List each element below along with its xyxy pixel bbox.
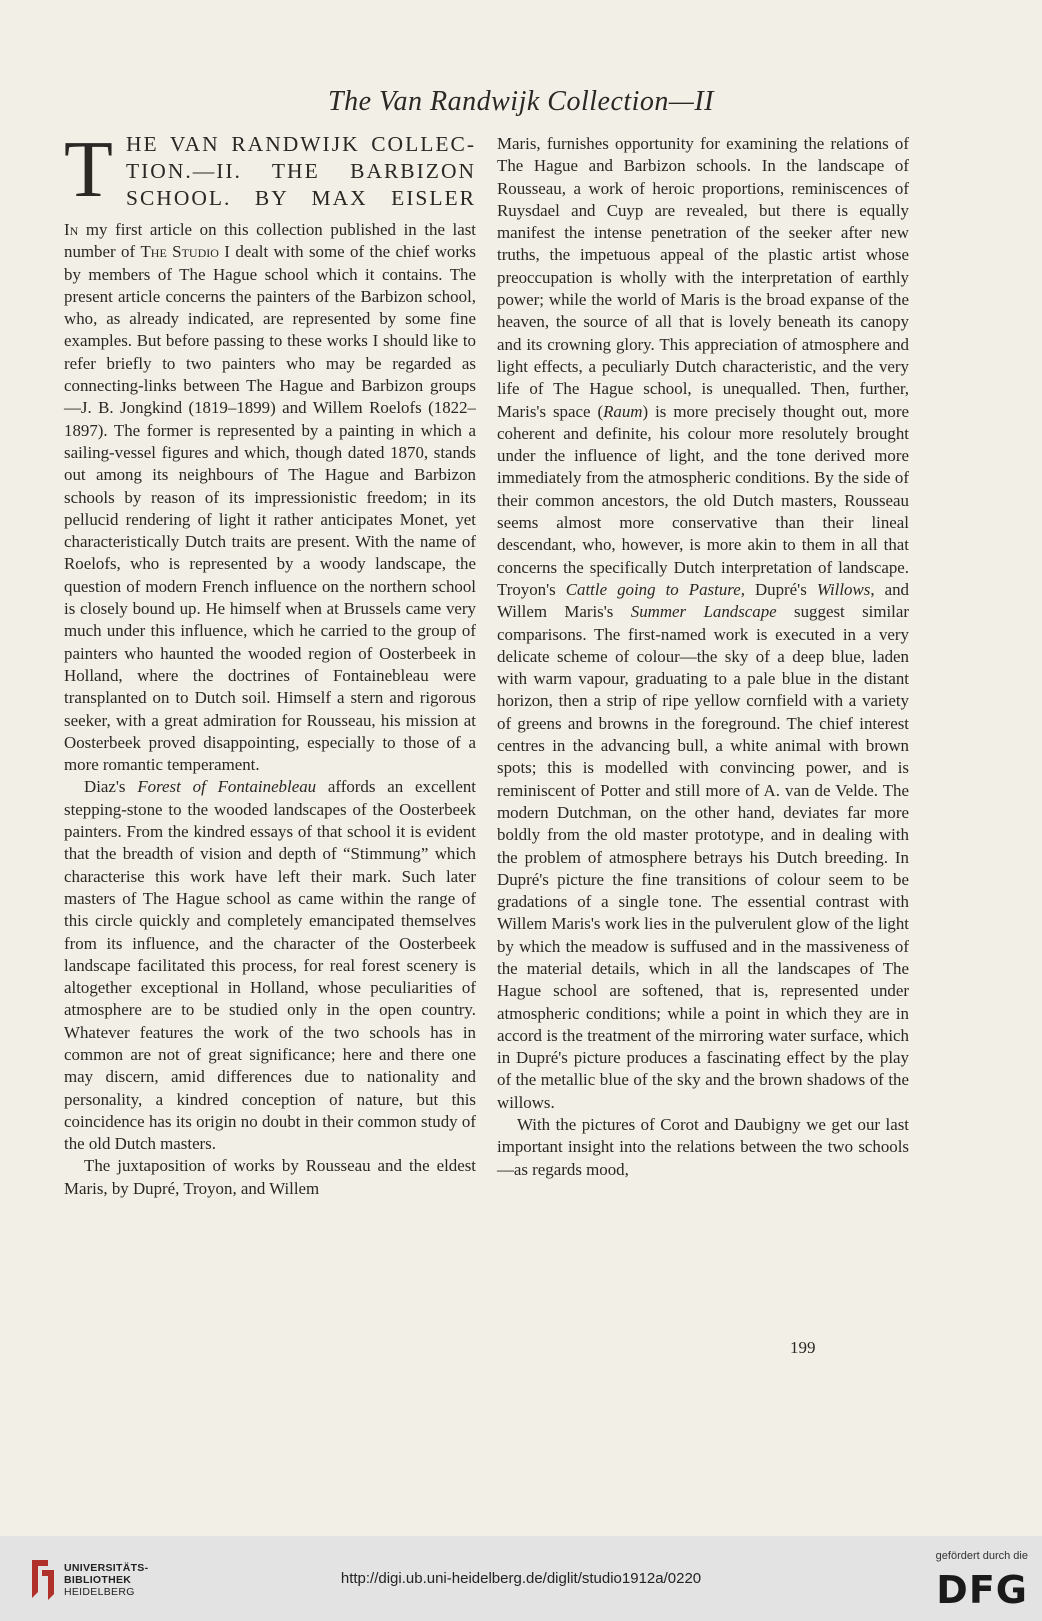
- paragraph-continued: [497, 133, 909, 1114]
- paragraph-juxtaposition: The juxtaposition of works by Rousseau and the eldest Maris, by Dupré, Troyon, and Willem: [64, 1156, 476, 1198]
- funding-caption: gefördert durch die: [935, 1550, 1028, 1562]
- page-number: 199: [790, 1338, 816, 1357]
- artwork-title: Cattle going to Pasture: [565, 579, 741, 599]
- running-head: The Van Randwijk Collection—II: [328, 86, 714, 117]
- paragraph-diaz: [64, 776, 476, 1155]
- library-name-line: BIBLIOTHEK: [64, 1574, 132, 1586]
- text-run: , Dupré's: [740, 579, 817, 599]
- headline-line-1: HE VAN RANDWIJK COLLEC-: [126, 132, 476, 156]
- text-run: Maris, furnishes opportunity for examining the relations of The Hague and Barbizon schools. In the landscape of Rousseau, a work of heroic proportions, reminiscences of Ruysdael and Cuyp are revealed, but there is equally manifest the intense penetration of the seeker after new truths, the impetuous appeal of the plastic artist whose preoccupation is wholly with the interpretation of earthly power; while the world of Maris is the broad expanse of the heaven, the source of all that is lovely beneath its canopy and its crowning glory. This appreciation of atmosphere and light effects, a peculiarly Dutch characteristic, and the very life of The Hague school, is unequalled. Then, further, Maris's space (: [497, 134, 909, 421]
- drop-cap: T: [64, 126, 113, 214]
- text-run: , and Willem Maris's: [497, 579, 909, 622]
- lead-small-caps: In: [64, 220, 79, 239]
- headline-line-3: SCHOOL. BY MAX EISLER: [126, 186, 476, 210]
- artwork-title: Forest of Fontainebleau: [137, 777, 317, 797]
- italic-term: Raum: [603, 401, 643, 421]
- magazine-name: The Studio: [140, 242, 219, 262]
- text-run: suggest similar comparisons. The first-named work is executed in a very delicate scheme of colour—the sky of a deep blue, laden with warm vapour, graduating to a pale blue in the distant horizon, then a strip of ripe yellow cornfield with a variety of greens and browns in the foreground. The chief interest centres in the advancing bull, a white animal with brown spots; this is modelled with convincing power, and is reminiscent of Potter and still more of A. van de Velde. The modern Dutchman, on the other hand, deviates far more boldly from the old master prototype, and in dealing with the problem of atmosphere betrays his Dutch breeding. In Dupré's picture the fine transitions of colour seem to be gradations of a single tone. The essential contrast with Willem Maris's work lies in the pulverulent glow of the light by which the meadow is suffused and in the massiveness of the material details, which in all the landscapes of The Hague school are softened, that is, represented under atmospheric conditions; while a point in which they are in accord is the treatment of the mirroring water surface, which in Dupré's picture produces a fascinating effect by the play of the metallic blue of the sky and the brown shadows of the willows.: [497, 602, 909, 1112]
- headline-line-2: TION.—II. THE BARBIZON: [126, 159, 476, 183]
- library-name-line: HEIDELBERG: [64, 1586, 135, 1598]
- artwork-title: Willows: [816, 579, 871, 599]
- text-run: I dealt with some of the chief works by members of The Hague school which it contains. The present article concerns the painters of the Barbizon school, who, as already indicated, are represented by some fine examples. But before passing to these works I should like to refer briefly to two painters who may be regarded as connecting-links between The Hague and Barbizon groups—J. B. Jongkind (1819–1899) and Willem Roelofs (1822–1897). The former is represented by a painting in which a sailing-vessel figures and which, though dated 1870, stands out among its neighbours of The Hague and Barbizon schools by reason of its impressionistic freedom; in its pellucid rendering of light it rather anticipates Monet, yet characteristically Dutch traits are present. With the name of Roelofs, who is represented by a woody landscape, the question of modern French influence on the northern school is closely bound up. He himself when at Brussels came very much under this influence, which he carried to the group of painters who haunted the wooded region of Oosterbeek in Holland, where the doctrines of Fontainebleau were transplanted on to Dutch soil. Himself a stern and rigorous seeker, with a great admiration for Rousseau, his mission at Oosterbeek proved disappointing, especially to those of a more romantic temperament.: [64, 242, 476, 775]
- text-run: ) is more precisely thought out, more coherent and definite, his colour more resolutely brought under the influence of light, and the tone derived more immediately from the atmospheric conditions. By the side of their common ancestors, the old Dutch masters, Rousseau seems almost more conservative than their lineal descendant, who, however, is more akin to them in all that concerns the specifically Dutch interpretation of landscape. Troyon's: [497, 401, 909, 599]
- library-name-line: UNIVERSITÄTS-: [64, 1562, 149, 1574]
- right-column: [497, 133, 909, 1181]
- artwork-title: Summer Landscape: [630, 602, 777, 622]
- article-headline: [64, 126, 476, 217]
- digitization-footer: [0, 1536, 1042, 1621]
- paragraph-corot: With the pictures of Corot and Daubigny we get our last important insight into the relations between the two schools—as regards mood,: [497, 1115, 909, 1179]
- text-run: Diaz's: [84, 777, 138, 797]
- paragraph-intro: [64, 219, 476, 776]
- dfg-logo: DFG: [936, 1568, 1028, 1612]
- text-run: affords an excellent stepping-stone to the wooded landscapes of the Oosterbeek painters. From the kindred essays of that school it is evident that the breadth of vision and depth of “Stimmung” which characterise this work have left their mark. Such later masters of The Hague school as came within the range of this circle quickly and completely emancipated themselves from its influence, and the character of the Oosterbeek landscape facilitated this process, for real forest scenery is altogether exceptional in Holland, whose peculiarities of atmosphere are to be studied only in the open country. Whatever features the work of the two schools has in common are not of great significance; here and there one may discern, amid differences due to nationality and personality, a kindred conception of nature, but this coincidence has its origin no doubt in their common study of the old Dutch masters.: [64, 777, 476, 1154]
- source-url-link[interactable]: http://digi.ub.uni-heidelberg.de/diglit/studio1912a/0220: [340, 1570, 702, 1587]
- left-column: [64, 126, 476, 1200]
- text-run: my first article on this collection published in the last number of: [64, 220, 476, 262]
